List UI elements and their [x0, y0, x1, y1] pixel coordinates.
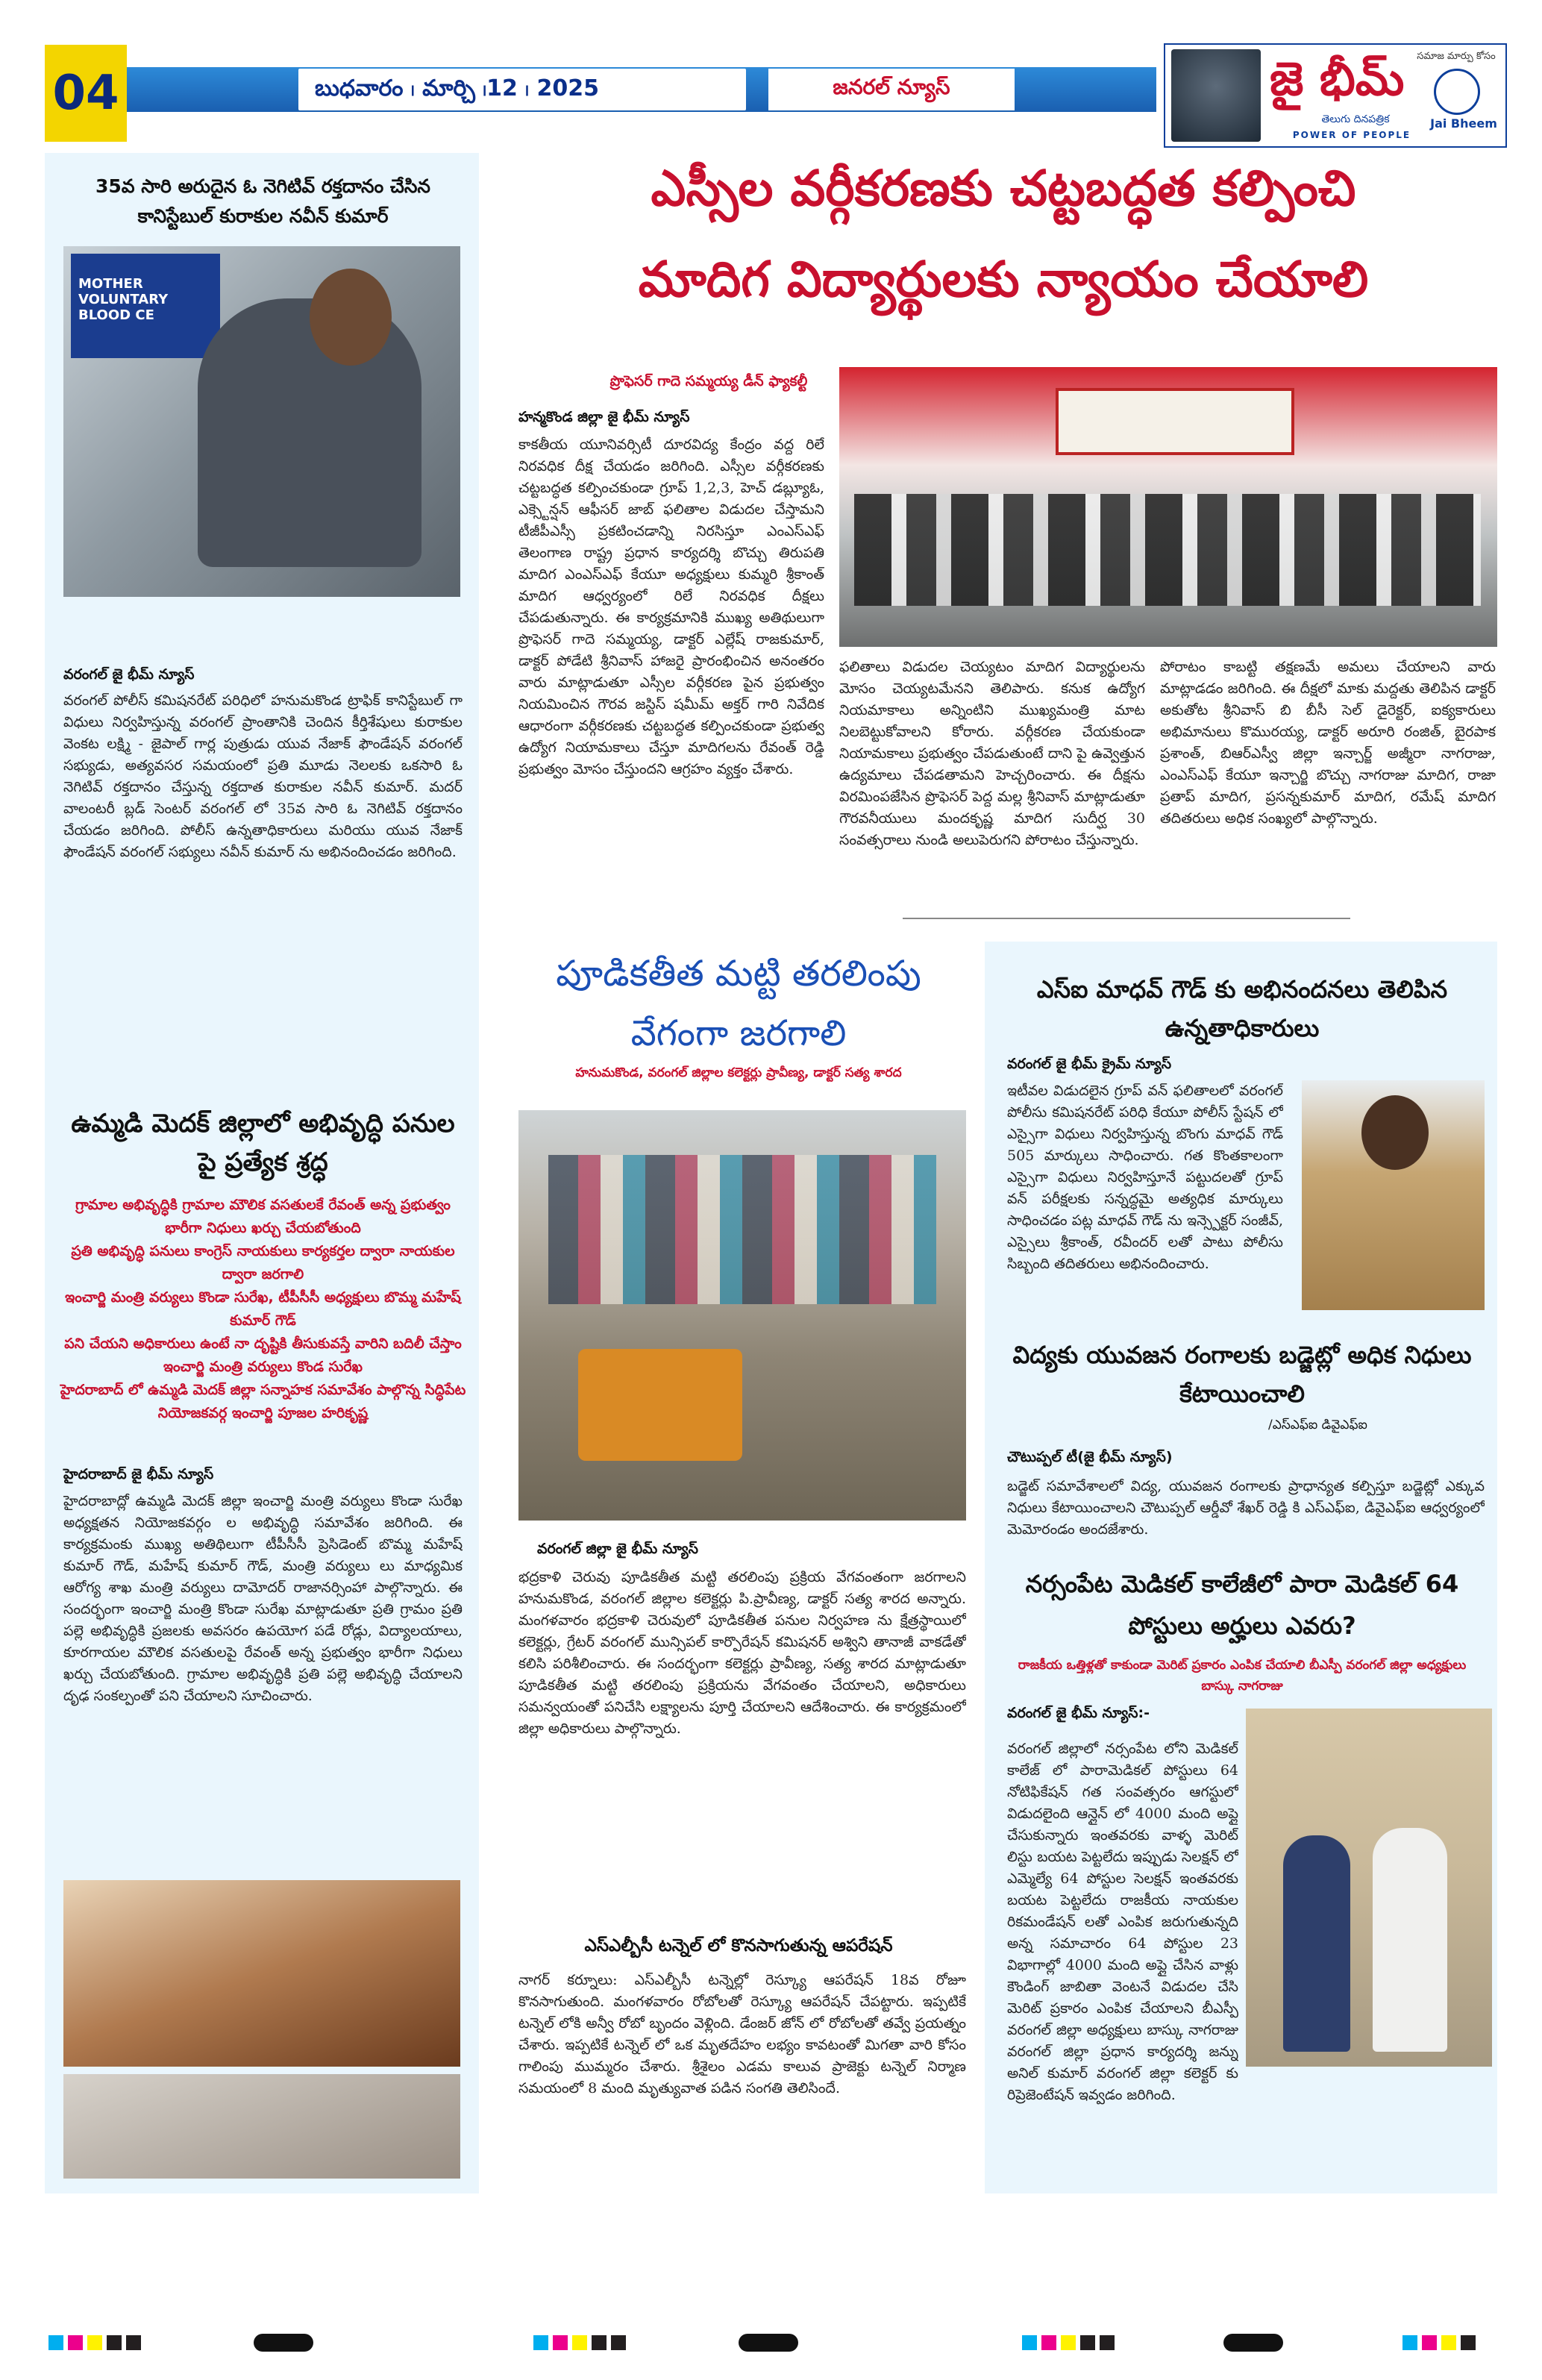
- lead-dateline: హన్మకొండ జిల్లా జై భీమ్ న్యూస్: [518, 409, 690, 425]
- lead-byline: ప్రొఫెసర్ గాదె సమ్మయ్య డీన్ ఫ్యాకల్టీ: [609, 373, 808, 389]
- medak-bullet-3: ఇంచార్జి మంత్రి వర్యులు కొండా సురేఖ, టీపీసీసీ అధ్యక్షులు బొమ్మ మహేష్ కుమార్ గౌడ్: [65, 1289, 461, 1329]
- soil-byline: హనుమకొండ, వరంగల్ జిల్లాల కలెక్టర్లు ప్రావీణ్య, డాక్టర్ సత్య శారద: [575, 1065, 902, 1080]
- lead-protest-photo: [839, 367, 1497, 647]
- donor-figure: [198, 298, 421, 567]
- section-label: జనరల్ న్యూస్: [768, 69, 1015, 110]
- footer-pill-3: [1223, 2334, 1283, 2352]
- medical-photo: [1246, 1709, 1492, 2067]
- soil-body: భద్రకాళి చెరువు పూడికతీత మట్టి తరలింపు ప్రక్రియ వేగవంతంగా జరగాలని హనుమకొండ, వరంగల్ జిల్లాల కలెక్టర్లు పి.ప్రావీణ్య, డాక్టర్ సత్య శారద అన్నారు. మంగళవారం భద్రకాళి చెరువులో పూడికతీత పనుల నిర్వహణ ను క్షేత్రస్థాయిలో కలెక్టర్లు, గ్రేటర్ వరంగల్ మున్సిపల్ కార్పొరేషన్ కమిషనర్ అశ్విని తానాజీ వాకడేతో కలిసి పరిశీలించారు. ఈ సందర్భంగా కలెక్టర్లు ప్రావీణ్య, సత్య శారద మాట్లాడుతూ పూడికతీత మట్టి తరలింపు ప్రక్రియను వేగవంతం చేయాలని, అధికారులు సమన్వయంతో పనిచేసి లక్ష్యాలను పూర్తి చేయాలని ఆదేశించారు. ఈ కార్యక్రమంలో జిల్లా అధికారులు పాల్గొన్నారు.: [518, 1569, 966, 1737]
- logo-name: జై భీమ్: [1270, 51, 1405, 106]
- footer-pill-2: [739, 2334, 798, 2352]
- si-dateline: వరంగల్ జై భీమ్ క్రైమ్ న్యూస్: [1007, 1056, 1172, 1072]
- medak-bullets: [60, 1194, 466, 1425]
- blood-donation-title: 35వ సారి అరుదైన ఓ నెగిటివ్ రక్తదానం చేసిన కానిస్టేబుల్ కురాకుల నవీన్ కుమార్: [95, 175, 430, 227]
- lead-body-col2: ఫలితాలు విడుదల చెయ్యటం మాదిగ విద్యార్థులను మోసం చెయ్యటమేనని తెలిపారు. కనుక ఉద్యోగ నియమాకాలు అన్నింటిని ముఖ్యమంత్రి మాట నిలబెట్టుకోవాలని కోరారు. వర్గీకరణ చేయకుండా నియామకాలు ప్రభుత్వం చేపడుతుంటే దాని పై ఉవ్వెత్తున ఉద్యమాలు చేపడతామని హెచ్చరించారు. ఈ దీక్షను విరమింపజేసిన ప్రొఫెసర్ పెద్ద మల్ల శ్రీనివాస్ మాట్లాడుతూ గౌరవనీయులు మందకృష్ణ మాదిగ సుదీర్ఘ 30 సంవత్సరాలు నుండి అలుపెరుగని పోరాటం చేస్తున్నారు.: [839, 659, 1145, 848]
- si-head: [1361, 1095, 1429, 1170]
- page-number: 04: [45, 45, 127, 142]
- budget-dateline: చౌటుప్పల్ టీ(జై భీమ్ న్యూస్): [1007, 1449, 1173, 1465]
- banner: [71, 254, 220, 358]
- soil-title-line-2: వేగంగా జరగాలి: [630, 1012, 847, 1054]
- medak-dateline: హైదరాబాద్ జై భీమ్ న్యూస్: [63, 1466, 214, 1482]
- lead-body-col3: పోరాటం కాబట్టి తక్షణమే అమలు చేయాలని వారు మాట్లాడడం జరిగింది. ఈ దీక్షలో మాకు మద్దతు తెలిపిన డాక్టర్ అకుతోట శ్రీనివాస్ బి బీసీ సెల్ డైరెక్టర్, ఐక్యకారులు అభిమానులు కొమురయ్య, డాక్టర్ అరూరి రంజిత్, బైరపాక ప్రశాంత్, బిఆర్ఎస్వీ జిల్లా ఇన్చార్జ్ అజ్మీరా నాగరాజు, ఎంఎస్ఎఫ్ కేయూ ఇన్చార్జి బొచ్చు నాగరాజు మాదిగ, రాజా ప్రతాప్ మాదిగ, ప్రసన్నకుమార్ మాదిగ, రమేష్ మాదిగ తదితరులు అధిక సంఖ్యలో పాల్గొన్నారు.: [1160, 659, 1496, 827]
- banner-line-1: MOTHER: [78, 276, 143, 292]
- slbc-body: నాగర్ కర్నూలు: ఎస్ఎల్బీసీ టన్నెల్లో రెస్క్యూ ఆపరేషన్ 18వ రోజూ కొనసాగుతుంది. మంగళవారం రోబోలతో రెస్క్యూ ఆపరేషన్ చేపట్టారు. ఇప్పటికే టన్నెల్ లోకి అన్వీ రోబో బృందం వెళ్లింది. డేంజర్ జోన్ లో రోబోలతో తవ్వే ప్రయత్నం చేశారు. ఇప్పటికే టన్నెల్ లో ఒక మృతదేహం లభ్యం కావటంతో మిగతా వారి కోసం గాలింపు ముమ్మరం చేశారు. శ్రీశైలం ఎడమ కాలువ ప్రాజెక్టు టన్నెల్ నిర్మాణ సమయంలో 8 మంది మృత్యువాత పడిన సంగతి తెలిసిందే.: [518, 1972, 966, 2096]
- budget-title: విద్యకు యువజన రంగాలకు బడ్జెట్లో అధిక నిధులు కేటాయించాలి: [1012, 1341, 1472, 1408]
- logo-seal: [1434, 69, 1480, 115]
- medak-bullet-6: హైదరాబాద్ లో ఉమ్మడి మెదక్ జిల్లా సన్నాహక సమావేశం పాల్గొన్న సిద్ధిపేట నియోజకవర్గ ఇంచార్జి పూజల హరికృష్ణ: [60, 1382, 466, 1421]
- blood-donation-dateline: వరంగల్ జై భీమ్ న్యూస్: [63, 666, 195, 683]
- registration-strip-mid-right: [1022, 2335, 1115, 2350]
- logo-tagline-mid: తెలుగు దినపత్రిక: [1321, 113, 1390, 125]
- registration-strip-left: [48, 2335, 141, 2350]
- banner-line-2: VOLUNTARY: [78, 292, 169, 307]
- officials-group: [548, 1155, 936, 1304]
- budget-byline: /ఎస్ఎఫ్ఐ డివైఎఫ్ఐ: [1268, 1418, 1367, 1432]
- masthead-logo: [1164, 43, 1507, 148]
- registration-strip-mid-left: [533, 2335, 626, 2350]
- medak-photo-bottom: [63, 2074, 460, 2179]
- person-right: [1373, 1828, 1447, 2052]
- medak-body: హైదరాబాద్లో ఉమ్మడి మెదక్ జిల్లా ఇంచార్జి మంత్రి వర్యులు కొండా సురేఖ అధ్యక్షతన నియోజకవర్గం ల అభివృద్ధి సమావేశం జరిగింది. ఈ కార్యక్రమంకు ముఖ్య అతిథిలుగా టీపీసీసీ ప్రెసిడెంట్ బొమ్మ మహేష్ కుమార్ గౌడ్, మహేష్ కుమార్ గౌడ్, మంత్రి వర్యులు లు మాధ్యమిక ఆరోగ్య శాఖ మంత్రి వర్యులు దామోదర్ రాజానర్సింహా పాల్గొన్నారు. ఈ సందర్భంగా ఇంచార్జి మంత్రి కొండా సురేఖ మాట్లాడుతూ ప్రతి గ్రామం ప్రతి పల్లె అభివృద్ధికి ప్రజలకు అవసరం ఉపయోగ పడే రోడ్లు, విద్యాలయాలు, కూరగాయల మౌలిక వసతులపై రేవంత్ అన్న ప్రభుత్వం భారీగా నిధులు ఖర్చు చేయబోతుంది. గ్రామాల అభివృద్ధికి ప్రతి పల్లె అభివృద్ధి చేయాలని దృఢ సంకల్పంతో పని చేయాలని సూచించారు.: [63, 1493, 463, 1704]
- soil-dateline: వరంగల్ జిల్లా జై భీమ్ న్యూస్: [537, 1541, 698, 1557]
- protesters-row: [854, 494, 1481, 606]
- ambedkar-portrait: [1171, 49, 1261, 142]
- donor-head: [310, 269, 392, 366]
- si-photo: [1302, 1080, 1485, 1310]
- blood-donation-photo: [63, 246, 460, 597]
- footer-pill-1: [254, 2334, 313, 2352]
- person-left: [1283, 1835, 1350, 2052]
- medak-title: ఉమ్మడి మెదక్ జిల్లాలో అభివృద్ధి పనుల పై ప్రత్యేక శ్రద్ధ: [71, 1109, 455, 1177]
- slbc-title: ఎస్ఎల్బీసీ టన్నెల్ లో కొనసాగుతున్న ఆపరేషన్: [584, 1936, 893, 1955]
- logo-tagline-top: సమాజ మార్పు కోసం: [1417, 51, 1496, 62]
- medical-body: వరంగల్ జిల్లాలో నర్సంపేట లోని మెడికల్ కాలేజ్ లో పారామెడికల్ పోస్టులు 64 నోటిఫికేషన్ గత సంవత్సరం ఆగస్టులో విడుదలైంది ఆన్లైన్ లో 4000 మంది అప్లై చేసుకున్నారు ఇంతవరకు వాళ్ళ మెరిట్ లిస్టు బయట పెట్టలేదు ఇప్పుడు సెలక్షన్ లో ఎమ్మెల్యే 64 పోస్టుల సెలక్షన్ ఇంతవరకు బయట పెట్టలేదు రాజకీయ నాయకుల రికమండేషన్ లతో ఎంపిక జరుగుతున్నది అన్న సమాచారం 64 పోస్టుల 23 విభాగాల్లో 4000 మంది అప్లై చేసిన వాళ్లు కౌండింగ్ జాబితా వెంటనే విడుదల చేసి మెరిట్ ప్రకారం ఎంపిక చేయాలని బీఎస్పీ వరంగల్ జిల్లా అధ్యక్షులు బాస్కు నాగరాజు వరంగల్ జిల్లా ప్రధాన కార్యదర్శి జన్ను అనిల్ కుమార్ వరంగల్ జిల్లా కలెక్టర్ కు రిప్రెజెంటేషన్ ఇవ్వడం జరిగింది.: [1007, 1741, 1238, 2103]
- soil-title-line-1: పూడికతీత మట్టి తరలింపు: [556, 953, 921, 995]
- budget-body: బడ్జెట్ సమావేశాలలో విద్య, యువజన రంగాలకు ప్రాధాన్యత కల్పిస్తూ బడ్జెట్లో ఎక్కువ నిధులు కేటాయించాలని చౌటుప్పల్ ఆర్డీవో శేఖర్ రెడ్డి కి ఎస్ఎఫ్ఐ, డివైఎఫ్ఐ ఆధ్వర్యంలో మెమోరండం అందజేశారు.: [1007, 1478, 1485, 1538]
- protest-banner: [1056, 388, 1294, 455]
- medak-bullet-2: ప్రతి అభివృద్ధి పనులు కాంగ్రెస్ నాయకులు కార్యకర్తల ద్వారా నాయకుల ద్వారా జరగాలి: [71, 1243, 455, 1283]
- logo-tagline-bottom: POWER OF PEOPLE: [1292, 130, 1411, 140]
- blood-donation-body: వరంగల్ పోలీస్ కమిషనరేట్ పరిధిలో హనుమకొండ ట్రాఫిక్ కానిస్టేబుల్ గా విధులు నిర్వహిస్తున్న వరంగల్ ప్రాంతానికి చెందిన కీర్తిశేషులు కురాకుల వెంకట లక్ష్మి - జైపాల్ గార్ల పుత్రుడు యువ నేజాక్ ఫౌండేషన్ వరంగల్ సభ్యుడు, అత్యవసర సమయంలో ప్రతి మూడు నెలలకు ఒకసారి ఓ నెగిటివ్ రక్తదానం చేస్తున్న రక్తదాత కురాకుల నవీన్ కుమార్. మదర్ వాలంటరీ బ్లడ్ సెంటర్ వరంగల్ లో 35వ సారి ఓ నెగిటివ్ రక్తదానం చేయడం జరిగింది. పోలీస్ ఉన్నతాధికారులు మరియు యువ నేజాక్ ఫౌండేషన్ వరంగల్ సభ్యులు నవీన్ కుమార్ ను అభినందించడం జరిగింది.: [63, 692, 463, 860]
- issue-date: బుధవారం ၊ మార్చి ၊12 ၊ 2025: [298, 69, 746, 110]
- si-body: ఇటీవల విడుదలైన గ్రూప్ వన్ ఫలితాలలో వరంగల్ పోలీసు కమిషనరేట్ పరిధి కేయూ పోలీస్ స్టేషన్ లో ఎస్సైగా విధులు నిర్వహిస్తున్న బొంగు మాధవ్ గౌడ్ 505 మార్కులు సాధించారు. గత కొంతకాలంగా ఎస్సైగా విధులు నిర్వహిస్తూనే పట్టుదలతో గ్రూప్ వన్ పరీక్షలకు సన్నద్ధమై అత్యధిక మార్కులు సాధించడం పట్ల మాధవ్ గౌడ్ ను ఇన్స్పెక్టర్ సంజీవ్, ఎస్సైలు శ్రీకాంత్, రవీందర్ లతో పాటు పోలీసు సిబ్బంది తదితరులు అభినందించారు.: [1007, 1083, 1283, 1272]
- medak-bullet-1: గ్రామాల అభివృద్ధికి గ్రామాల మౌలిక వసతులకే రేవంత్ అన్న ప్రభుత్వం భారీగా నిధులు ఖర్చు చేయబోతుంది: [75, 1197, 451, 1236]
- medical-subtitle: రాజకీయ ఒత్తిళ్లతో కాకుండా మెరిట్ ప్రకారం ఎంపిక చేయాలి బీఎస్పీ వరంగల్ జిల్లా అధ్యక్షులు బాస్కు నాగరాజు: [1018, 1658, 1467, 1694]
- medak-bullet-5: ఇంచార్జి మంత్రి వర్యులు కొండ సురేఖ: [163, 1359, 363, 1375]
- lead-body-col1: కాకతీయ యూనివర్సిటీ దూరవిద్య కేంద్రం వద్ద రిలే నిరవధిక దీక్ష చేయడం జరిగింది. ఎస్సీల వర్గీకరణకు చట్టబద్ధత కల్పించకుండా గ్రూప్ 1,2,3, హెచ్ డబ్ల్యూఓ, ఎక్స్టెన్షన్ ఆఫీసర్ జాబ్ ఫలితాల విడుదల చేస్తామని టీజీపీఎస్సీ ప్రకటించడాన్ని నిరసిస్తూ ఎంఎస్ఎఫ్ తెలంగాణ రాష్ట్ర ప్రధాన కార్యదర్శి బొచ్చు తిరుపతి మాదిగ ఎంఎస్ఎఫ్ కేయూ అధ్యక్షులు కుమ్మరి శ్రీకాంత్ మాదిగ ఆధ్వర్యంలో రిలే నిరవధిక దీక్షలు చేపడుతున్నారు. ఈ కార్యక్రమానికి ముఖ్య అతిథులుగా ప్రొఫెసర్ గాదె సమ్మయ్య, డాక్టర్ ఎల్లేష్ రాజకుమార్, డాక్టర్ పోడేటి శ్రీనివాస్ హాజరై ప్రారంభించిన అనంతరం వారు మాట్లాడుతూ ఎస్సీల వర్గీకరణ పైన ప్రభుత్వం నియమించిన గౌరవ జస్టిస్ షమీమ్ అక్తర్ గారి నివేదిక ఆధారంగా వర్గీకరణకు చట్టబద్ధత కల్పించకుండా ప్రభుత్వ ఉద్యోగ నియామకాలు చేస్తూ మాదిగలను రేవంత్ రెడ్డి ప్రభుత్వం మోసం చేస్తుందని ఆగ్రహం వ్యక్తం చేశారు.: [518, 436, 824, 777]
- logo-english: Jai Bheem: [1430, 116, 1497, 131]
- banner-line-3: BLOOD CE: [78, 307, 154, 323]
- soil-photo: [518, 1110, 966, 1521]
- lead-headline-line-1: ఎస్సీల వర్గీకరణకు చట్టబద్ధత కల్పించి: [651, 160, 1356, 217]
- lead-bottom-rule: [903, 918, 1350, 919]
- medak-photo-top: [63, 1880, 460, 2067]
- lead-headline-line-2: మాదిగ విద్యార్థులకు న్యాయం చేయాలి: [638, 251, 1369, 308]
- medical-title: నర్సంపేట మెడికల్ కాలేజీలో పారా మెడికల్ 64 పోస్టులు అర్హులు ఎవరు?: [1025, 1570, 1459, 1640]
- excavator: [578, 1349, 742, 1461]
- si-title: ఎస్ఐ మాధవ్ గౌడ్ కు అభినందనలు తెలిపిన ఉన్నతాధికారులు: [1036, 975, 1448, 1042]
- registration-strip-right: [1402, 2335, 1476, 2350]
- medical-dateline: వరంగల్ జై భీమ్ న్యూస్:-: [1007, 1705, 1150, 1721]
- medak-bullet-4: పని చేయని అధికారులు ఉంటే నా దృష్టికి తీసుకువస్తే వారిని బదిలీ చేస్తాం: [64, 1335, 462, 1352]
